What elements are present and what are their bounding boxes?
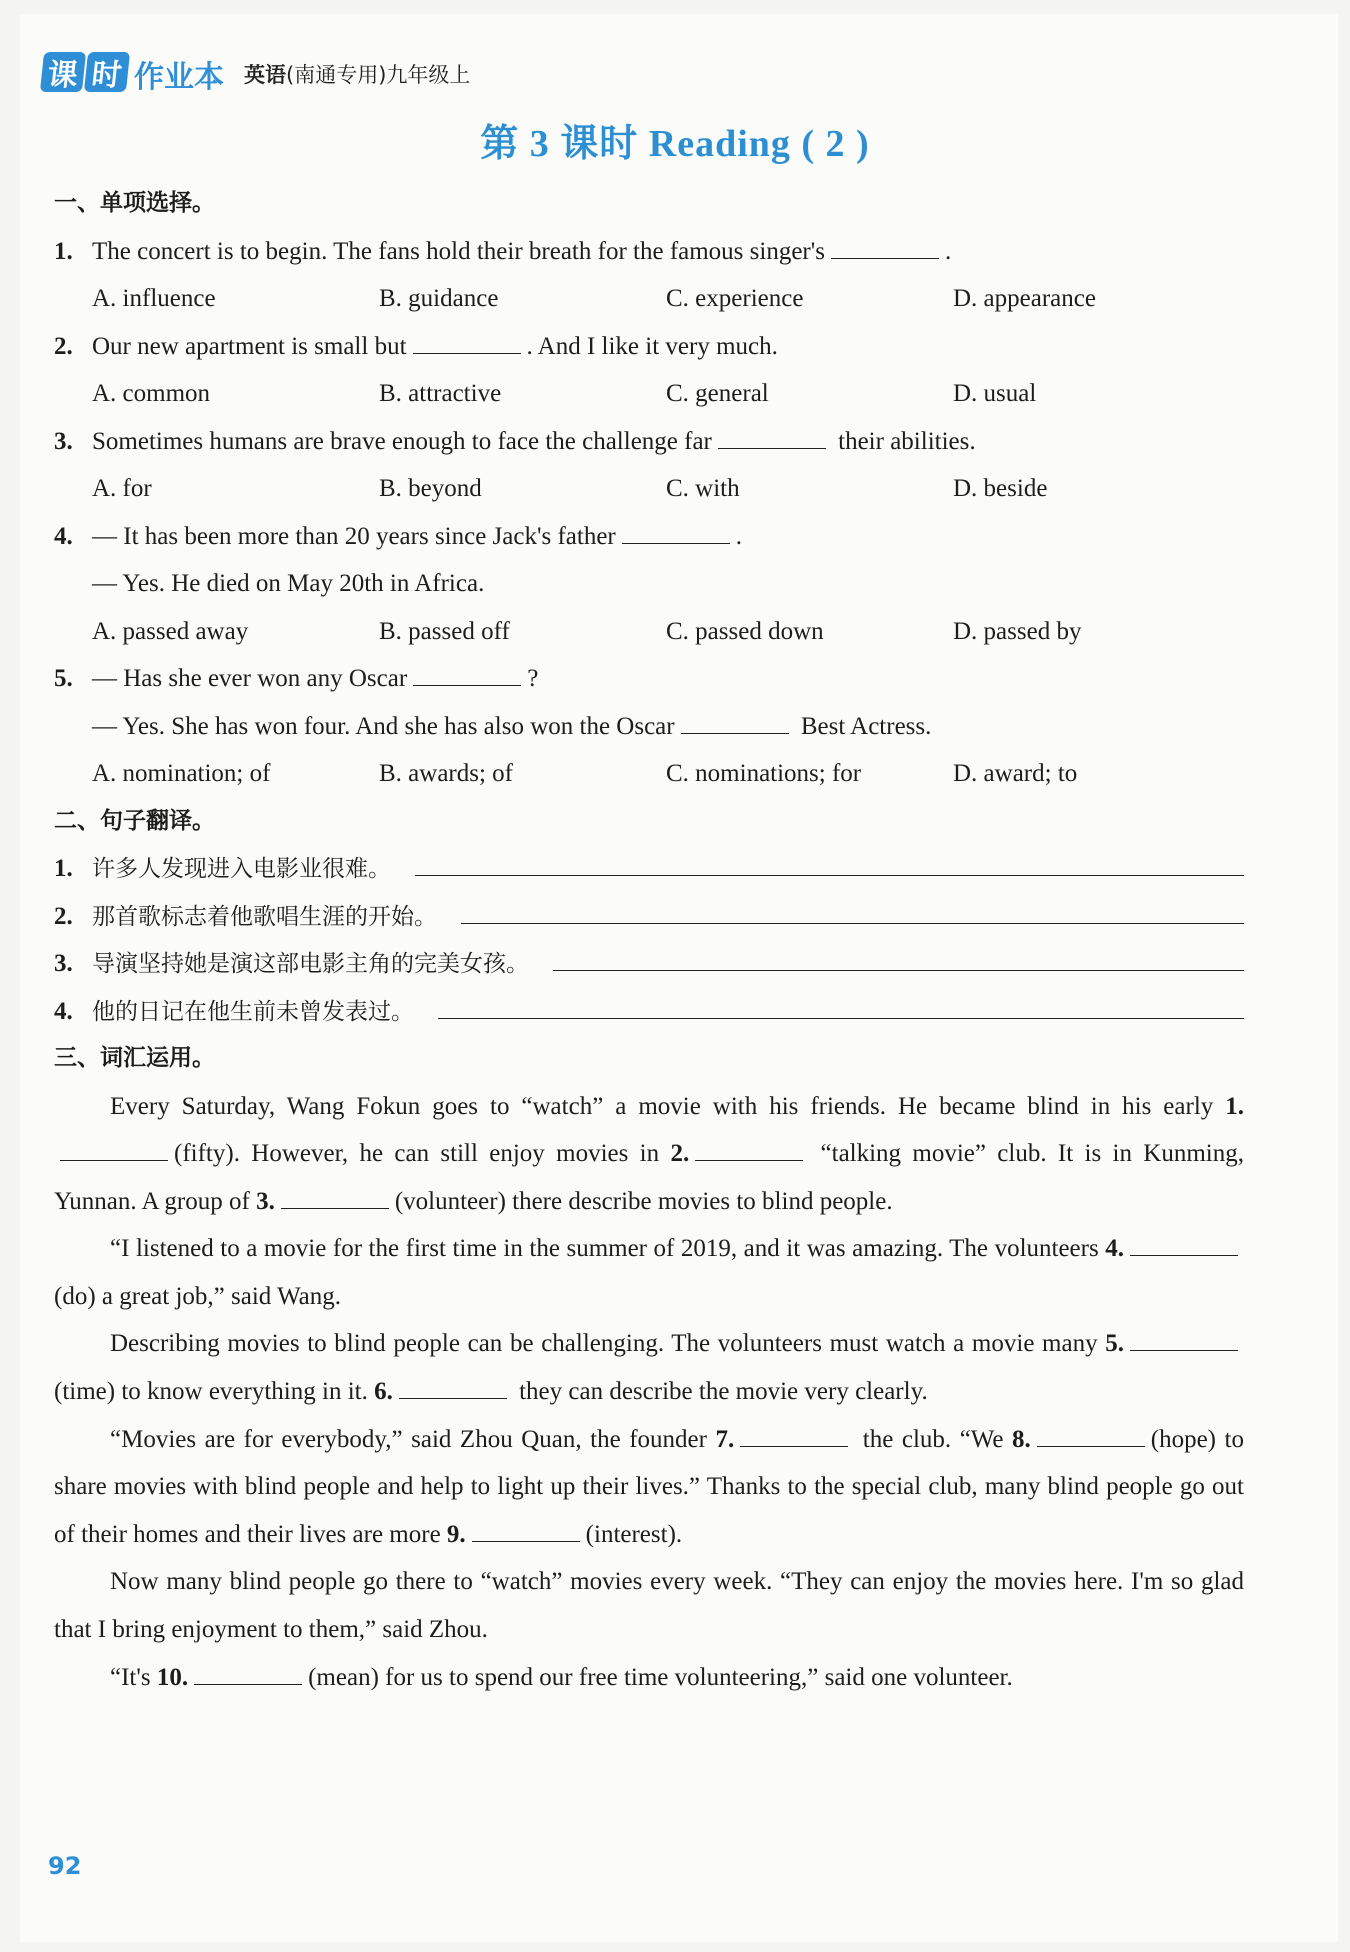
subject-bold: 英语	[244, 63, 286, 87]
q1-option-a[interactable]: A. influence	[92, 285, 216, 312]
q4-option-c[interactable]: C. passed down	[666, 617, 824, 645]
p2-text-a: “I listened to a movie for the first time in the summer of 2019, and it was amazing. The volunteers	[110, 1235, 1106, 1263]
q2-option-d[interactable]: D. usual	[953, 380, 1037, 407]
q3-post: their abilities.	[831, 427, 976, 455]
q1-options	[54, 275, 1244, 323]
translation-item-2	[54, 893, 1244, 941]
q1-option-d[interactable]: D. appearance	[953, 285, 1096, 312]
q5-reply-post: Best Actress.	[794, 712, 932, 740]
paragraph-4	[54, 1416, 1244, 1559]
blank-6-num: 6.	[374, 1378, 393, 1406]
t4-num: 4.	[54, 997, 73, 1025]
p2-text-b: (do) a great job,” said Wang.	[54, 1282, 342, 1310]
blank-3-num: 3.	[256, 1187, 275, 1215]
q4-options	[54, 608, 1244, 656]
section3-title: 三、词汇运用。	[54, 1045, 215, 1071]
blank-1-num: 1.	[1225, 1092, 1244, 1120]
paragraph-6	[54, 1654, 1244, 1702]
q4-num: 4.	[54, 522, 73, 550]
p6-text-b: (mean) for us to spend our free time volunteering,” said one volunteer.	[308, 1663, 1013, 1691]
lesson-title: 第 3 课时 Reading ( 2 )	[480, 123, 870, 165]
q2-option-b[interactable]: B. attractive	[379, 380, 502, 407]
q3-option-b[interactable]: B. beyond	[379, 475, 482, 502]
p4-text-d: (interest).	[585, 1520, 683, 1548]
p3-text-c: they can describe the movie very clearly.	[512, 1378, 928, 1406]
q5-reply-text: — Yes. She has won four. And she has also won the Oscar	[92, 712, 675, 740]
blank-1[interactable]	[60, 1142, 168, 1161]
blank-10[interactable]	[194, 1666, 302, 1685]
q5-option-c[interactable]: C. nominations; for	[666, 760, 862, 787]
paragraph-2	[54, 1225, 1244, 1320]
t2-answer-line[interactable]	[461, 901, 1244, 924]
logo-char-1: 课	[40, 52, 86, 92]
paragraph-1	[54, 1083, 1244, 1226]
p1-text-b: (fifty). However, he can still enjoy movies in	[174, 1140, 671, 1168]
q2-num: 2.	[54, 332, 73, 360]
t1-answer-line[interactable]	[415, 853, 1244, 876]
p4-text-a: “Movies are for everybody,” said Zhou Quan, the founder	[110, 1425, 716, 1453]
q5-options	[54, 750, 1244, 798]
paragraph-3	[54, 1320, 1244, 1415]
logo	[42, 52, 224, 96]
p4-text-c: (hope) to share movies with blind people and help to light up their lives.” Thanks to the special club, many blind people go out of their homes and their lives are more	[54, 1425, 1244, 1548]
t1-text: 许多人发现进入电影业很难。	[92, 856, 391, 882]
q5-option-b[interactable]: B. awards; of	[379, 760, 513, 787]
q1-num: 1.	[54, 237, 73, 265]
q4-option-a[interactable]: A. passed away	[92, 617, 249, 645]
q5-reply	[54, 703, 1244, 751]
q5-blank-2[interactable]	[681, 715, 789, 734]
blank-9[interactable]	[472, 1523, 580, 1542]
q2	[54, 323, 1244, 371]
q3-text: Sometimes humans are brave enough to face the challenge far	[92, 427, 712, 455]
q2-option-c[interactable]: C. general	[666, 380, 769, 407]
translation-item-1	[54, 845, 1244, 893]
subject-rest: (南通专用)九年级上	[286, 63, 471, 87]
blank-7[interactable]	[740, 1428, 848, 1447]
q1-text: The concert is to begin. The fans hold their breath for the famous singer's	[92, 237, 825, 265]
t1-num: 1.	[54, 855, 73, 882]
q4-reply: — Yes. He died on May 20th in Africa.	[92, 570, 485, 597]
q2-text: Our new apartment is small but	[92, 332, 407, 360]
q4-option-d[interactable]: D. passed by	[953, 617, 1082, 645]
blank-4-num: 4.	[1105, 1235, 1124, 1263]
t3-answer-line[interactable]	[553, 948, 1244, 971]
translation-item-4	[54, 988, 1244, 1036]
q5-text: — Has she ever won any Oscar	[92, 665, 408, 692]
section1-title: 一、单项选择。	[54, 190, 215, 216]
blank-7-num: 7.	[715, 1425, 735, 1453]
t2-text: 那首歌标志着他歌唱生涯的开始。	[92, 903, 437, 930]
blank-3[interactable]	[281, 1190, 389, 1209]
q1-blank[interactable]	[831, 240, 939, 259]
q3-option-d[interactable]: D. beside	[953, 475, 1048, 502]
q1-option-b[interactable]: B. guidance	[379, 285, 499, 312]
q5-num: 5.	[54, 665, 73, 692]
translation-item-3	[54, 940, 1244, 988]
p1-text-d: (volunteer) there describe movies to blind people.	[394, 1187, 893, 1215]
header	[42, 52, 470, 96]
q4-blank[interactable]	[622, 525, 730, 544]
paragraph-5: Now many blind people go there to “watch” movies every week. “They can enjoy the movies here. I'm so glad that I bring enjoyment to them,” said Zhou.	[54, 1568, 1244, 1644]
q3-num: 3.	[54, 427, 73, 455]
content	[54, 180, 1244, 1701]
q4	[54, 513, 1244, 561]
section2-title: 二、句子翻译。	[54, 807, 215, 834]
q5-post: ?	[527, 665, 539, 692]
blank-8-num: 8.	[1012, 1425, 1031, 1453]
subject-label	[244, 59, 470, 89]
q1-post: .	[945, 237, 952, 265]
p6-text-a: “It's	[110, 1663, 157, 1691]
q4-post: .	[735, 522, 743, 550]
t3-num: 3.	[54, 950, 73, 977]
t3-text: 导演坚持她是演这部电影主角的完美女孩。	[92, 951, 529, 977]
t2-num: 2.	[54, 902, 73, 930]
q1	[54, 228, 1244, 276]
q2-post: . And I like it very much.	[526, 332, 778, 360]
blank-6[interactable]	[399, 1380, 507, 1399]
blank-2-num: 2.	[670, 1140, 690, 1168]
q4-text: — It has been more than 20 years since Jack's father	[92, 522, 616, 550]
blank-5[interactable]	[1130, 1332, 1238, 1351]
q2-option-a[interactable]: A. common	[92, 380, 211, 407]
q2-blank[interactable]	[413, 335, 521, 354]
blank-8[interactable]	[1037, 1428, 1145, 1447]
p4-text-b: the club. “We	[854, 1425, 1013, 1453]
page-number: 92	[48, 1852, 82, 1880]
q2-options	[54, 370, 1244, 418]
blank-10-num: 10.	[156, 1663, 189, 1691]
logo-text: 作业本	[134, 60, 224, 95]
p1-text-c: “talking movie” club. It is in Kunming, Yunnan. A group of	[54, 1140, 1244, 1215]
p1-text-a: Every Saturday, Wang Fokun goes to “watch” a movie with his friends. He became blind in his early	[110, 1092, 1226, 1120]
q5-option-d[interactable]: D. award; to	[953, 760, 1078, 787]
q4-option-b[interactable]: B. passed off	[379, 617, 510, 645]
blank-9-num: 9.	[446, 1520, 466, 1548]
q5	[54, 655, 1244, 703]
p3-text-a: Describing movies to blind people can be challenging. The volunteers must watch a movie many	[110, 1330, 1106, 1358]
t4-text: 他的日记在他生前未曾发表过。	[92, 998, 414, 1025]
blank-5-num: 5.	[1105, 1330, 1124, 1358]
q1-option-c[interactable]: C. experience	[666, 285, 804, 312]
q3-option-a[interactable]: A. for	[92, 475, 152, 502]
q3-option-c[interactable]: C. with	[666, 475, 740, 502]
q5-blank[interactable]	[413, 667, 521, 686]
q3-options	[54, 465, 1244, 513]
blank-4[interactable]	[1130, 1237, 1238, 1256]
p3-text-b: (time) to know everything in it.	[54, 1378, 375, 1406]
q3-blank[interactable]	[718, 430, 826, 449]
blank-2[interactable]	[695, 1142, 803, 1161]
t4-answer-line[interactable]	[438, 996, 1244, 1019]
logo-char-2: 时	[84, 52, 130, 92]
q3	[54, 418, 1244, 466]
q5-option-a[interactable]: A. nomination; of	[92, 760, 271, 787]
